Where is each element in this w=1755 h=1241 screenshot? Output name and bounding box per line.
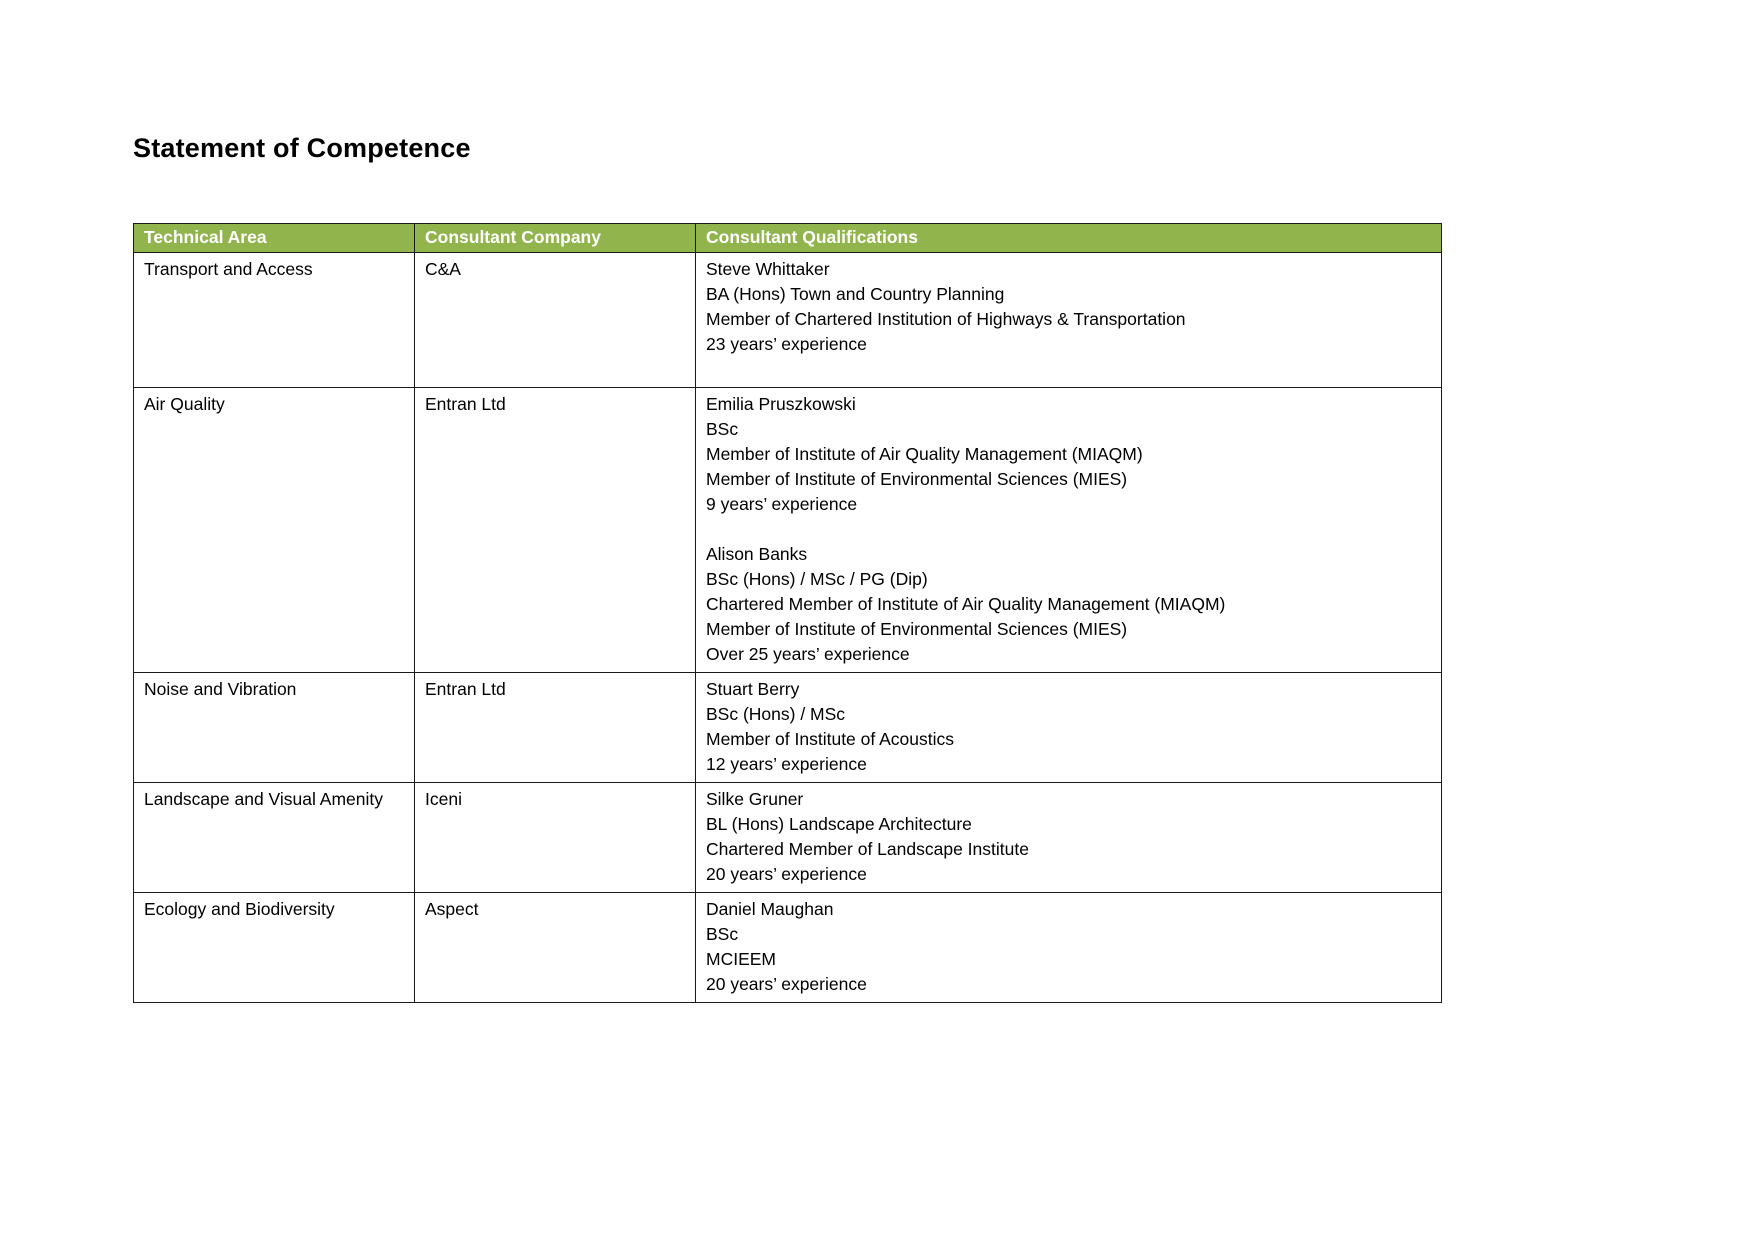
qualification-line: Member of Chartered Institution of Highways & Transportation	[706, 309, 1186, 329]
qualification-line: BL (Hons) Landscape Architecture	[706, 814, 972, 834]
cell-technical-area: Transport and Access	[134, 253, 415, 388]
qualification-line: Chartered Member of Landscape Institute	[706, 839, 1029, 859]
qualification-line: 12 years’ experience	[706, 754, 867, 774]
qualification-line: Emilia Pruszkowski	[706, 394, 856, 414]
qualification-line: Stuart Berry	[706, 679, 800, 699]
qualification-line: Member of Institute of Environmental Sciences (MIES)	[706, 619, 1128, 639]
cell-technical-area: Ecology and Biodiversity	[134, 893, 415, 1003]
qualification-line: Member of Institute of Acoustics	[706, 729, 955, 749]
competence-table	[133, 223, 1442, 1003]
qualification-line: BSc	[706, 924, 739, 944]
qualification-line-blank	[706, 357, 1431, 382]
cell-consultant-company: Aspect	[415, 893, 696, 1003]
qualification-line: 20 years’ experience	[706, 864, 867, 884]
qualification-line: Silke Gruner	[706, 789, 804, 809]
qualification-line: Alison Banks	[706, 544, 808, 564]
cell-consultant-company: C&A	[415, 253, 696, 388]
cell-technical-area: Air Quality	[134, 388, 415, 673]
qualification-line: BSc	[706, 419, 739, 439]
qualification-line: Member of Institute of Air Quality Management (MIAQM)	[706, 444, 1143, 464]
header-consultant-company: Consultant Company	[415, 224, 696, 253]
cell-consultant-company: Entran Ltd	[415, 673, 696, 783]
qualification-line: Over 25 years’ experience	[706, 644, 910, 664]
qualification-line: Member of Institute of Environmental Sciences (MIES)	[706, 469, 1128, 489]
qualification-line-blank	[706, 517, 1431, 542]
table-row	[134, 783, 1442, 893]
cell-consultant-qualifications	[696, 893, 1442, 1003]
qualification-line: BSc (Hons) / MSc	[706, 704, 846, 724]
qualification-line: 23 years’ experience	[706, 334, 867, 354]
qualification-line: BA (Hons) Town and Country Planning	[706, 284, 1005, 304]
cell-consultant-company: Entran Ltd	[415, 388, 696, 673]
cell-technical-area: Noise and Vibration	[134, 673, 415, 783]
qualification-line: Steve Whittaker	[706, 259, 830, 279]
table-row	[134, 388, 1442, 673]
qualification-line: Daniel Maughan	[706, 899, 834, 919]
table-header-row	[134, 224, 1442, 253]
cell-consultant-qualifications	[696, 783, 1442, 893]
table-row	[134, 893, 1442, 1003]
cell-consultant-qualifications	[696, 388, 1442, 673]
cell-consultant-company: Iceni	[415, 783, 696, 893]
qualification-line: Chartered Member of Institute of Air Quality Management (MIAQM)	[706, 594, 1226, 614]
table-row	[134, 673, 1442, 783]
cell-technical-area: Landscape and Visual Amenity	[134, 783, 415, 893]
qualification-line: 9 years’ experience	[706, 494, 858, 514]
qualification-line: MCIEEM	[706, 949, 776, 969]
cell-consultant-qualifications	[696, 253, 1442, 388]
header-technical-area: Technical Area	[134, 224, 415, 253]
cell-consultant-qualifications	[696, 673, 1442, 783]
header-consultant-qualifications: Consultant Qualifications	[696, 224, 1442, 253]
qualification-line: BSc (Hons) / MSc / PG (Dip)	[706, 569, 928, 589]
page-title: Statement of Competence	[133, 133, 471, 163]
table-row	[134, 253, 1442, 388]
qualification-line: 20 years’ experience	[706, 974, 867, 994]
